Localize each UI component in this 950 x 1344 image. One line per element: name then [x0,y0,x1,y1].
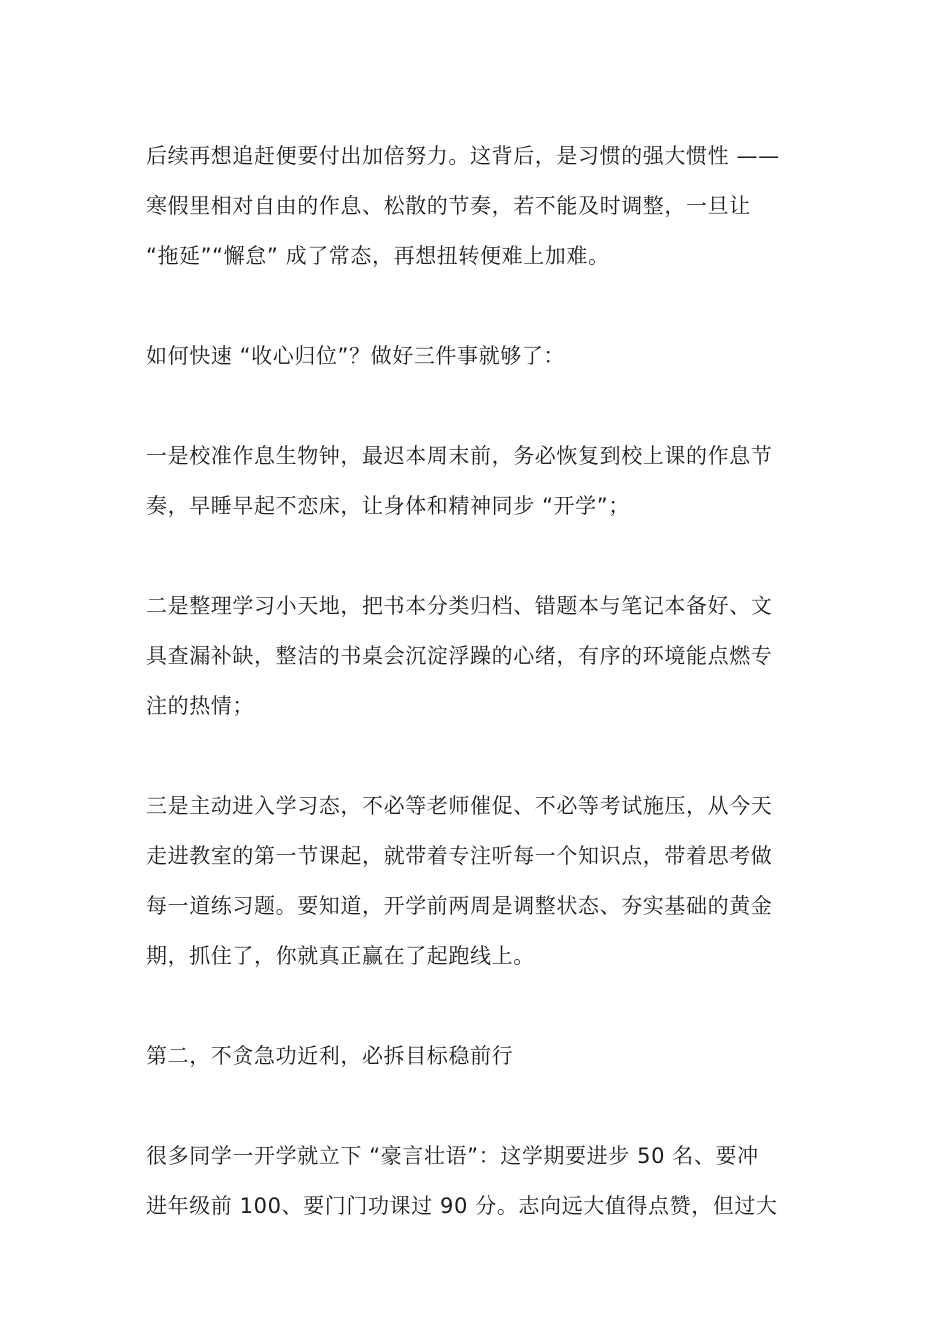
text-line: 具查漏补缺，整洁的书桌会沉淀浮躁的心绪，有序的环境能点燃专 [146,644,773,668]
paragraph-gap [146,1081,810,1131]
text-line: 期，抓住了，你就真正赢在了起跑线上。 [146,944,535,968]
paragraph-question [146,331,810,381]
text-line: 奏，早睡早起不恋床，让身体和精神同步 “开学”； [146,494,630,518]
text-line: 寒假里相对自由的作息、松散的节奏，若不能及时调整，一旦让 [146,194,751,218]
paragraph-goals [146,1131,810,1231]
paragraph-gap [146,281,810,331]
paragraph-habit-inertia [146,131,810,281]
text-line: 每一道练习题。要知道，开学前两周是调整状态、夯实基础的黄金 [146,894,773,918]
document-body [146,131,810,1231]
text-line: 注的热情； [146,694,254,718]
text-line: 三是主动进入学习态，不必等老师催促、不必等考试施压，从今天 [146,794,773,818]
text-line: 后续再想追赶便要付出加倍努力。这背后，是习惯的强大惯性 —— [146,144,780,168]
paragraph-gap [146,531,810,581]
text-line: 很多同学一开学就立下 “豪言壮语”：这学期要进步 50 名、要冲 [146,1144,759,1168]
paragraph-gap [146,381,810,431]
text-line: 走进教室的第一节课起，就带着专注听每一个知识点，带着思考做 [146,844,773,868]
paragraph-point-two [146,581,810,731]
paragraph-point-three [146,781,810,981]
section-heading-second [146,1031,810,1081]
text-line: 二是整理学习小天地，把书本分类归档、错题本与笔记本备好、文 [146,594,773,618]
paragraph-gap [146,981,810,1031]
text-line: 进年级前 100、要门门功课过 90 分。志向远大值得点赞，但过大 [146,1194,778,1218]
text-line: “拖延”“懈怠” 成了常态，再想扭转便难上加难。 [146,244,610,268]
paragraph-point-one [146,431,810,531]
text-line: 第二，不贪急功近利，必拆目标稳前行 [146,1044,514,1068]
text-line: 如何快速 “收心归位”？做好三件事就够了： [146,344,566,368]
paragraph-gap [146,731,810,781]
text-line: 一是校准作息生物钟，最迟本周末前，务必恢复到校上课的作息节 [146,444,773,468]
